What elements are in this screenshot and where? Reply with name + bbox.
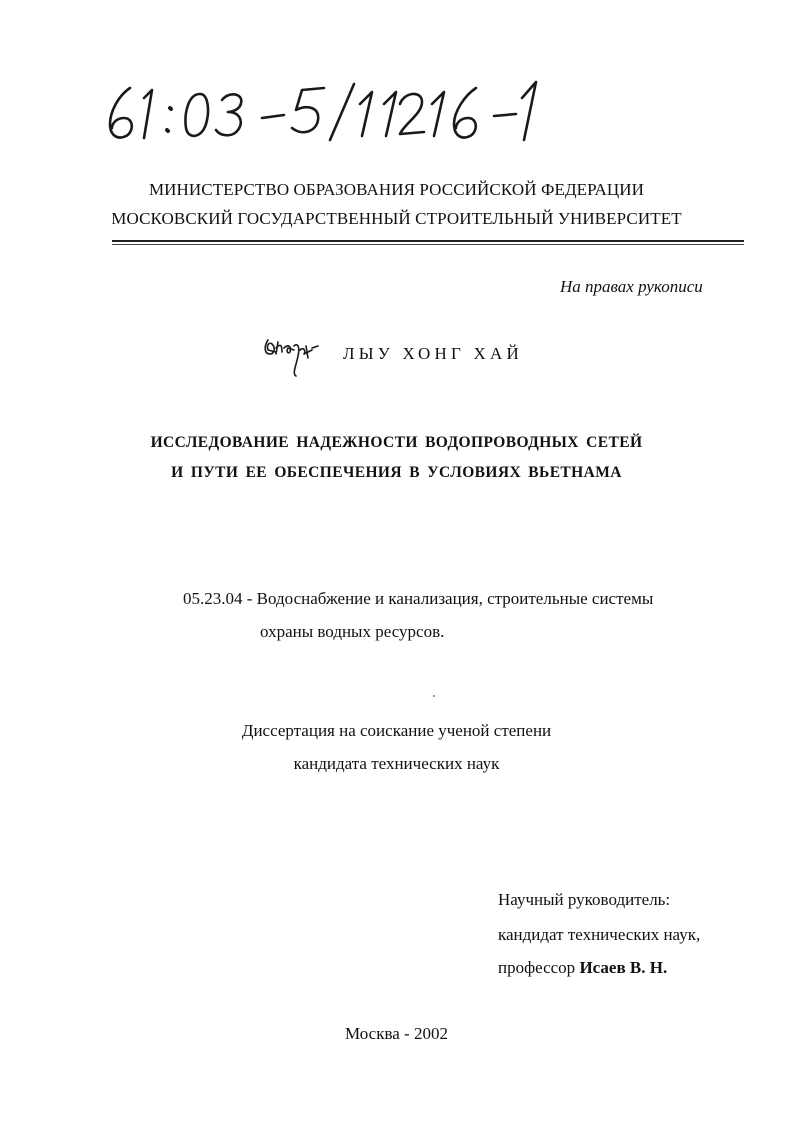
author-name: ЛЫУ ХОНГ ХАЙ: [343, 344, 523, 363]
advisor-degree: кандидат технических наук,: [498, 925, 701, 944]
manuscript-rights-note: На правах рукописи: [560, 277, 703, 296]
university-name: МОСКОВСКИЙ ГОСУДАРСТВЕННЫЙ СТРОИТЕЛЬНЫЙ УНИВЕРСИТЕТ: [111, 209, 682, 228]
degree-line-1: Диссертация на соискание ученой степени: [241, 721, 552, 740]
place-and-year: Москва - 2002: [345, 1024, 448, 1043]
header-divider-thin: [112, 244, 744, 245]
dissertation-title-line-2: И ПУТИ ЕЕ ОБЕСПЕЧЕНИЯ В УСЛОВИЯХ ВЬЕТНАМА: [171, 464, 622, 481]
degree-line-2: кандидата технических наук: [293, 754, 500, 773]
handwritten-archive-number: [104, 78, 544, 150]
advisor-title: профессор: [498, 958, 576, 977]
author-signature: [262, 332, 326, 378]
specialty-line-2: охраны водных ресурсов.: [260, 622, 445, 641]
scan-speck: [433, 695, 435, 697]
header-divider-thick: [112, 240, 744, 242]
specialty-line-1: 05.23.04 - Водоснабжение и канализация, строительные системы: [183, 589, 654, 608]
advisor-label: Научный руководитель:: [498, 890, 671, 909]
advisor-name: Исаев В. Н.: [579, 958, 668, 977]
ministry-name: МИНИСТЕРСТВО ОБРАЗОВАНИЯ РОССИЙСКОЙ ФЕДЕРАЦИИ: [148, 180, 645, 199]
advisor-title-and-name: [498, 958, 667, 978]
dissertation-title-line-1: ИССЛЕДОВАНИЕ НАДЕЖНОСТИ ВОДОПРОВОДНЫХ СЕТЕЙ: [150, 434, 643, 451]
